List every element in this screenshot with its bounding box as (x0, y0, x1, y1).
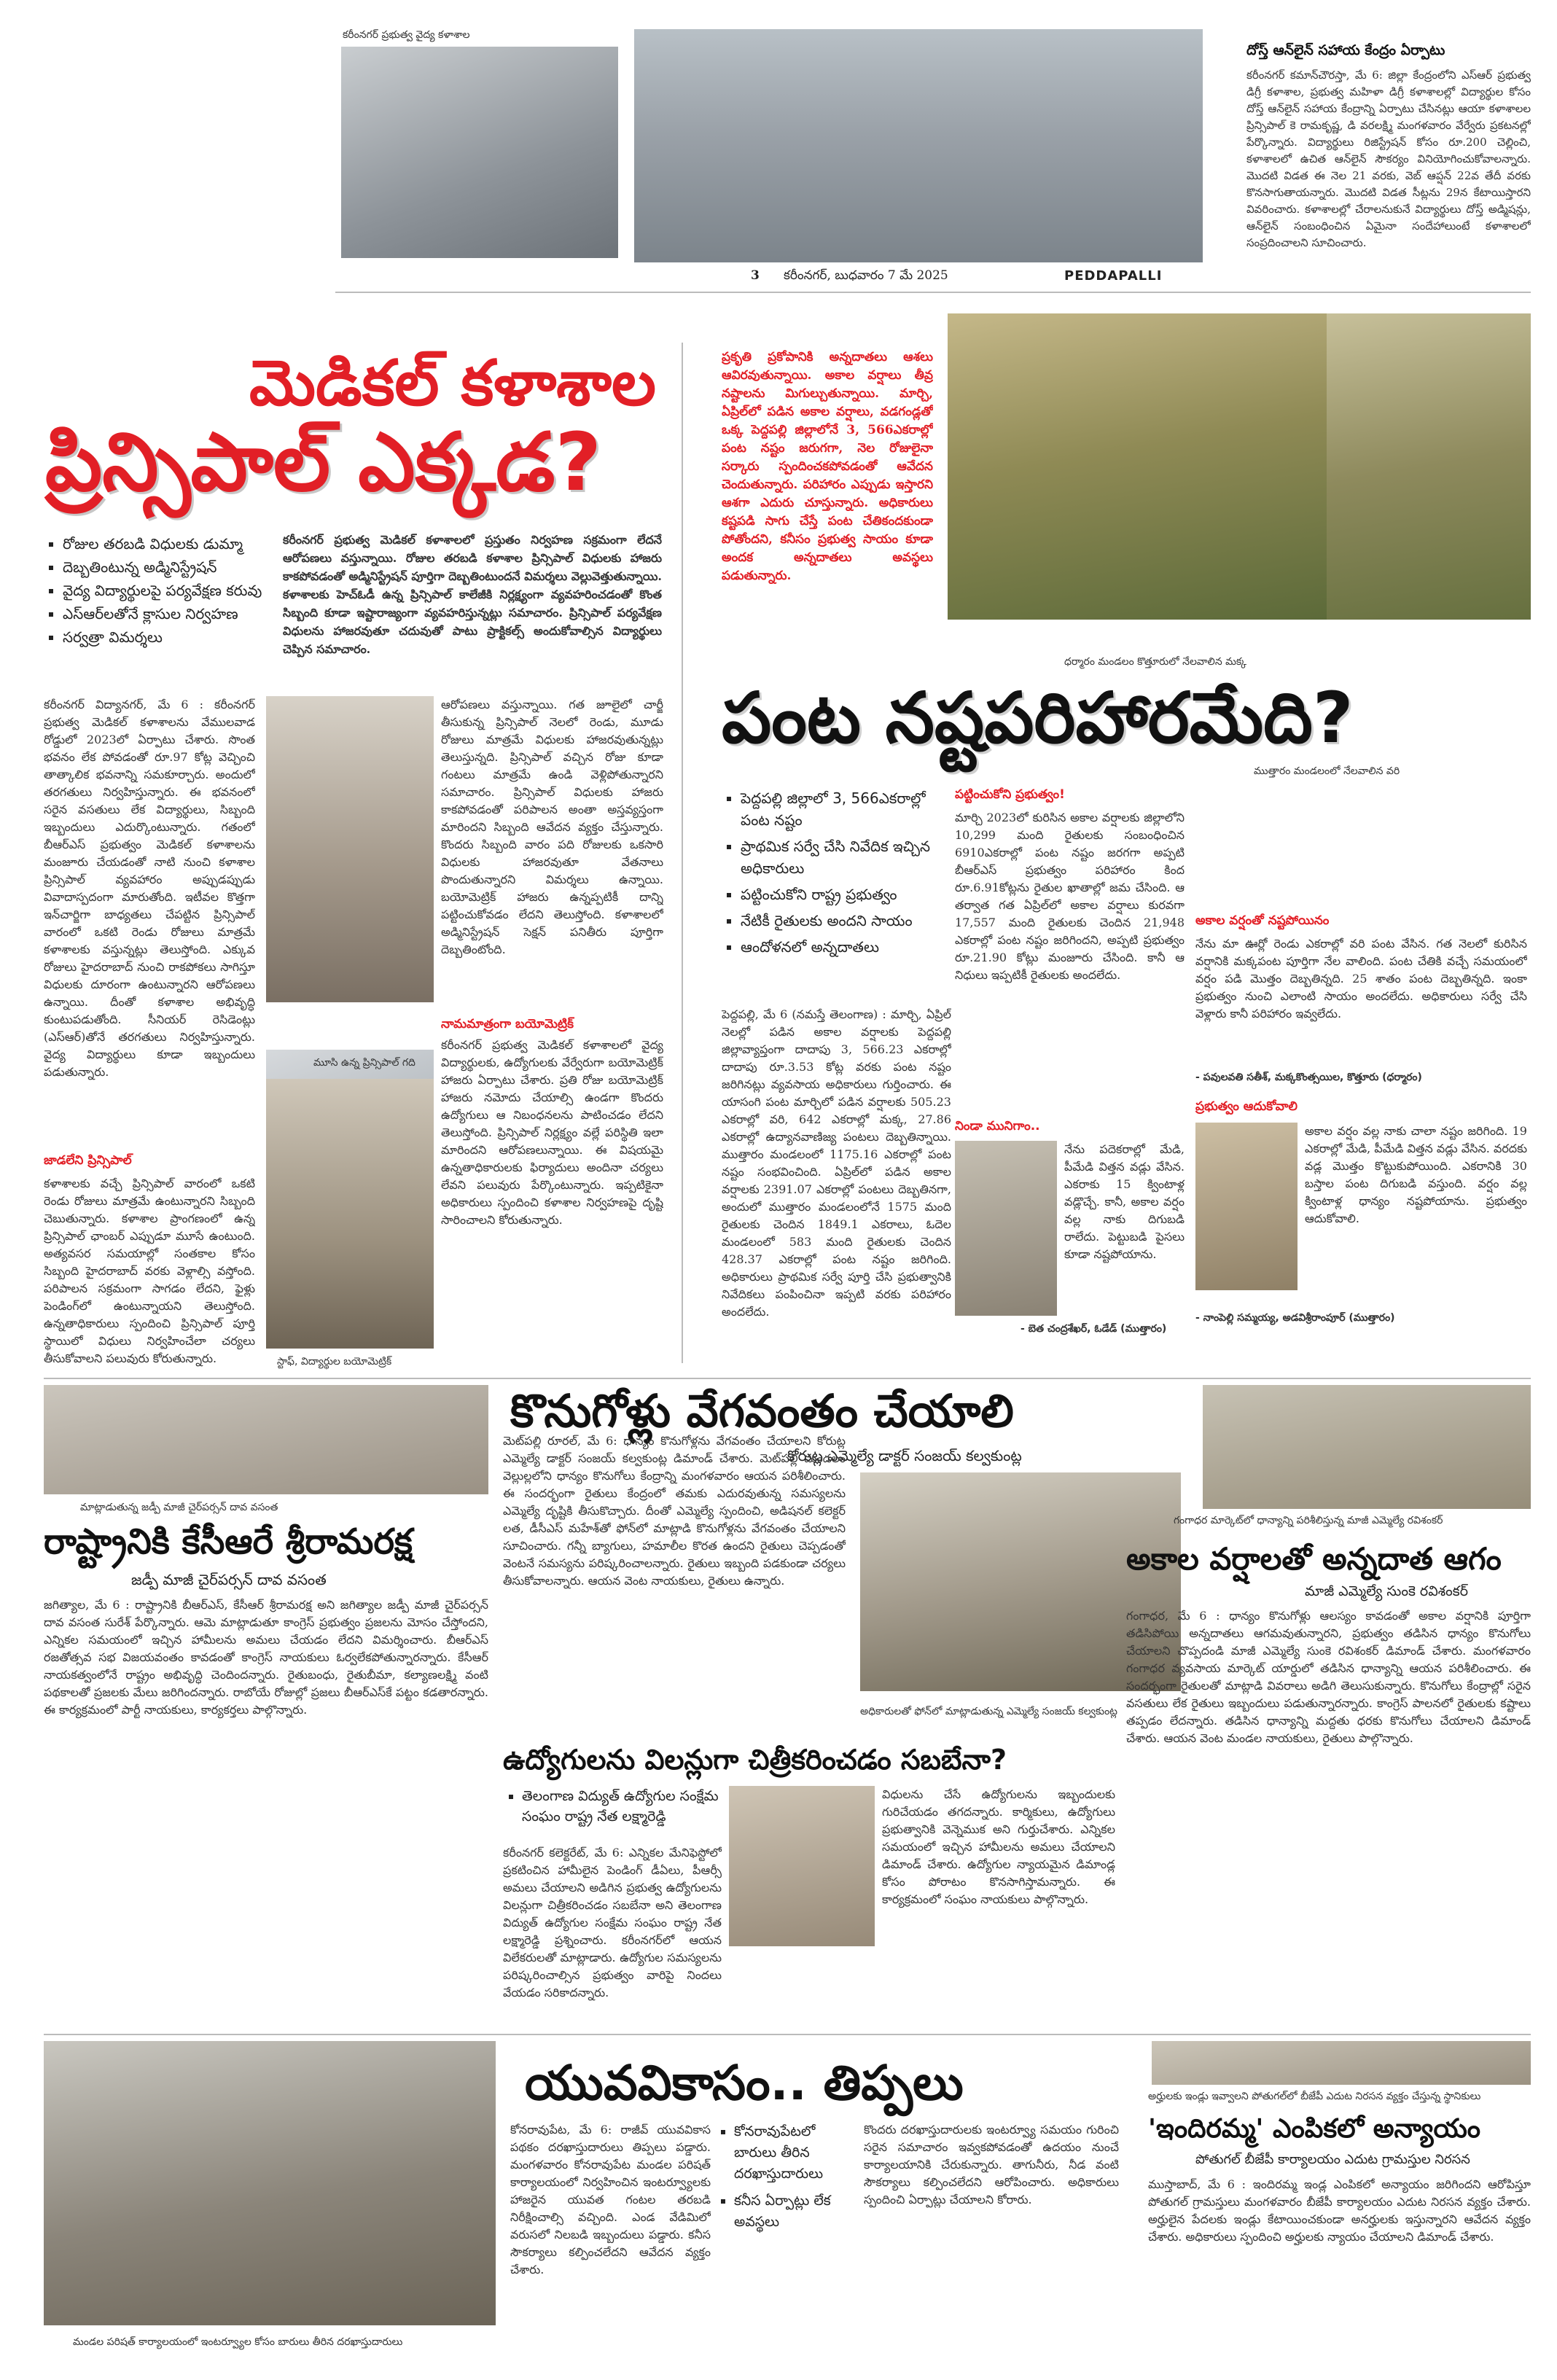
udyogulu-col1: కరీంనగర్ కలెక్టరేట్, మే 6: ఎన్నికల మేనిఫెస్టోలో ప్రకటించిన హామీలైన పెండింగ్ డీఏలు, పీఆర్సీ అమలు చేయాలని అడిగిన ప్రభుత్వ ఉద్యోగులను విలన్లుగా చిత్రీకరించడం సబబేనా అని తెలంగాణ విద్యుత్ ఉద్యోగుల సంక్షేమ సంఘం రాష్ట్ర నేత లక్ష్మారెడ్డి ప్రశ్నించారు. కరీంనగర్‌లో ఆయన విలేకరులతో మాట్లాడారు. ఉద్యోగుల సమస్యలను పరిష్కరించాల్సిన ప్రభుత్వం వారిపై నిందలు వేయడం సరికాదన్నారు. (503, 1846, 722, 1999)
akala-kicker: గంగాధర మార్కెట్‌లో ధాన్యాన్ని పరిశీలిస్తున్న మాజీ ఎమ్మెల్యే రవిశంకర్ (1174, 1515, 1443, 1526)
yuva-bullets (718, 2121, 860, 2233)
farmer-portrait-photo (1195, 1123, 1298, 1290)
crop-body: పెద్దపల్లి, మే 6 (నమస్తే తెలంగాణ) : మార్చి, ఏప్రిల్ నెలల్లో పడిన అకాల వర్షాలకు పెద్దపల్లి జిల్లావ్యాప్తంగా దాదాపు 3, 566.23 ఎకరాల్లో దాదాపు రూ.3.53 కోట్ల వరకు పంట నష్టం జరిగినట్లు వ్యవసాయ అధికారులు గుర్తించారు. ఈ యాసంగి పంట మార్చిలో పడిన వర్షాలకు 505.23 ఎకరాల్లో వరి, 642 ఎకరాల్లో మక్క, 27.86 ఎకరాల్లో ఉద్యానవాణిజ్య పంటలు దెబ్బతిన్నాయి. ముత్తారం మండలంలో 1175.16 ఎకరాల్లో పంట నష్టం సంభవించింది. ఏప్రిల్‌లో పడిన అకాల వర్షాలకు 2391.07 ఎకరాల్లో పంటలు దెబ్బతినగా, అందులో ముత్తారం మండలంలోనే 1575 మంది రైతులకు చెందిన 1849.1 ఎకరాలు, ఓదెల మండలంలో 583 మంది రైతులకు చెందిన 428.37 ఎకరాల్లో పంట నష్టం జరిగింది. అధికారులు ప్రాథమిక సర్వే పూర్తి చేసి ప్రభుత్వానికి నివేదికలు పంపించినా ఇప్పటి వరకు పరిహారం అందలేదు. (722, 1007, 951, 1319)
indiramma-deck: పోతుగల్ బీజేపీ కార్యాలయం ఎదుట గ్రామస్తుల నిరసన (1195, 2152, 1470, 2167)
medical-bullet: ▪ రోజుల తరబడి విధులకు డుమ్మా (63, 532, 277, 555)
medical-subhead-2: నామమాత్రంగా బయోమెట్రిక్ (441, 1017, 574, 1031)
udyogulu-bullet: ▪ తెలంగాణ విద్యుత్ ఉద్యోగుల సంక్షేమ సంఘం రాష్ట్ర నేత లక్ష్మారెడ్డి (522, 1786, 722, 1827)
page-number: 3 (751, 268, 760, 283)
crop-sky-credit: - పవులవతి సతీశ్, మక్కకొంత్సయిల, కొత్తూరు (ధర్మారం) (1195, 1072, 1422, 1083)
crop-headline: పంట నష్టపరిహారమేది? (722, 677, 1354, 759)
crop-subhead-nindu: నిండా మునిగాం.. (955, 1119, 1040, 1134)
maize-field-photo (948, 313, 1327, 620)
konugollu-headline: కొనుగోళ్లు వేగవంతం చేయాలి (510, 1384, 1014, 1437)
konugollu-caption: అధికారులతో ఫోన్‌లో మాట్లాడుతున్న ఎమ్మెల్యే సంజయ్ కల్వకుంట్ల (860, 1706, 1117, 1717)
udyogulu-portrait (729, 1786, 875, 1946)
crop-nindu-text: నేను పదెకరాల్లో మేడి, పీమేడి విత్తన వడ్లు వేసిన. ఎకరాకు 15 క్వింటాళ్ల వడ్లొచ్చే. కానీ, అకాల వర్షం వల్ల నాకు దిగుబడి రాలేదు. పెట్టుబడి పైసలు కూడా నష్టపోయాను. (1064, 1142, 1185, 1261)
principal-room-photo (266, 696, 434, 1002)
udyogulu-col2: విధులను చేసే ఉద్యోగులను ఇబ్బందులకు గురిచేయడం తగదన్నారు. కార్మికులు, ఉద్యోగులు ప్రభుత్వానికి వెన్నెముక అని గుర్తుచేశారు. ఎన్నికల సమయంలో ఇచ్చిన హామీలను అమలు చేయాలని డిమాండ్ చేశారు. ఉద్యోగుల న్యాయమైన డిమాండ్ల కోసం పోరాటం కొనసాగిస్తామన్నారు. ఈ కార్యక్రమంలో సంఘం నాయకులు పాల్గొన్నారు. (882, 1787, 1115, 1906)
medical-bullet: ▪ దెబ్బతింటున్న అడ్మినిస్ట్రేషన్ (63, 555, 277, 579)
yuva-caption: మండల పరిషత్ కార్యాలయంలో ఇంటర్వ్యూల కోసం బారులు తీరిన దరఖాస్తుదారులు (73, 2336, 403, 2348)
yuva-col3: కొందరు దరఖాస్తుదారులకు ఇంటర్వ్యూ సమయం గురించి సరైన సమాచారం ఇవ్వకపోవడంతో ఉదయం నుంచే కార్యాలయానికి చేరుకున్నారు. తాగునీరు, నీడ వంటి సౌకర్యాలు కల్పించలేదని ఆరోపించారు. అధికారులు స్పందించి ఏర్పాట్లు చేయాలని కోరారు. (864, 2123, 1119, 2207)
dost-body: కరీంనగర్ కమాన్‌చౌరస్తా, మే 6: జిల్లా కేంద్రంలోని ఎస్‌ఆర్ ప్రభుత్వ డిగ్రీ కళాశాల, ప్రభుత్వ మహిళా డిగ్రీ కళాశాలల్లో విద్యార్థుల కోసం దోస్త్ ఆన్‌లైన్ సహాయ కేంద్రాన్ని ఏర్పాటు చేసినట్లు ఆయా కళాశాలల ప్రిన్సిపాల్ కె రామకృష్ణ, డి వరలక్ష్మి మంగళవారం వేర్వేరు ప్రకటనల్లో పేర్కొన్నారు. విద్యార్థులు రిజిస్ట్రేషన్ కోసం రూ.200 చెల్లించి, కళాశాలలో ఉచిత ఆన్‌లైన్ సౌకర్యం వినియోగించుకోవాలన్నారు. మొదటి విడత ఈ నెల 21 వరకు, వెబ్ ఆప్షన్ 22వ తేదీ వరకు కొనసాగుతాయన్నారు. మొదటి విడత సీట్లను 29న కేటాయిస్తారని వివరించారు. కళాశాలల్లో చేరాలనుకునే విద్యార్థులు దోస్త్ అడ్మిషన్లు, ఆన్‌లైన్ సంబంధించిన ఏమైనా సందేహాలుంటే కళాశాలలో సంప్రదించాలని సూచించారు. (1246, 69, 1531, 249)
crop-subhead-gov: పట్టించుకోని ప్రభుత్వం! (955, 787, 1065, 802)
udyogulu-bullets (503, 1786, 722, 1827)
crop-photo-caption-right: ముత్తారం మండలంలో నేలవాలిన వరి (1254, 765, 1400, 777)
akala-headline: అకాల వర్షాలతో అన్నదాత ఆగం (1126, 1541, 1502, 1577)
yuva-col1: కోనరావుపేట, మే 6: రాజీవ్ యువవికాస పథకం దరఖాస్తుదారులు తిప్పలు పడ్డారు. మంగళవారం కోనరావుపేట మండల పరిషత్ కార్యాలయంలో నిర్వహించిన ఇంటర్వ్యూలకు హాజరైన యువత గంటల తరబడి నిరీక్షించాల్సి వచ్చింది. ఎండ వేడిమిలో వరుసలో నిలబడి ఇబ్బందులు పడ్డారు. కనీస సౌకర్యాలు కల్పించలేదని ఆవేదన వ్యక్తం చేశారు. (510, 2123, 711, 2276)
medical-college-building-photo (341, 47, 618, 258)
yuva-bullet: ▪ కోనరావుపేటలో బారులు తీరిన దరఖాస్తుదారులు (734, 2121, 860, 2185)
medical-bullet: ▪ సర్వత్రా విమర్శలు (63, 625, 277, 649)
farmer-photo (1327, 313, 1531, 620)
medical-col1: కరీంనగర్ విద్యానగర్, మే 6 : కరీంనగర్ ప్రభుత్వ మెడికల్ కళాశాలను వేములవాడ రోడ్డులో 2023లో ఏర్పాటు చేశారు. సొంత భవనం లేక పోవడంతో రూ.97 కోట్ల వెచ్చించి తాత్కాలిక భవనాన్ని సమకూర్చారు. అందులో తరగతులు నిర్వహిస్తున్నారు. ఈ భవనంలో సరైన వసతులు లేక విద్యార్థులు, సిబ్బంది ఇబ్బందులు ఎదుర్కొంటున్నారు. గతంలో బీఆర్‌ఎస్ ప్రభుత్వం మెడికల్ కళాశాలను మంజూరు చేయడంతో నాటి నుంచి కళాశాల ప్రిన్సిపాల్ వ్యవహారం అప్పుడప్పుడు వివాదాస్పదంగా మారుతోంది. ఇటీవల కొత్తగా ఇన్‌చార్జిగా బాధ్యతలు చేపట్టిన ప్రిన్సిపాల్ వారంలో ఒకటి రెండు రోజులు మాత్రమే కళాశాలకు వస్తున్నట్లు తెలుస్తోంది. ఎక్కువ రోజులు హైదరాబాద్ నుంచి రాకపోకలు సాగిస్తూ విధులకు దూరంగా ఉంటున్నారని ఆరోపణలు ఉన్నాయి. దీంతో కళాశాల అభివృద్ధి కుంటుపడుతోంది. సీనియర్ రెసిడెంట్లు (ఎస్‌ఆర్)తోనే తరగతులు నిర్వహిస్తున్నారు. వైద్య విద్యార్థులు కూడా ఇబ్బందులు పడుతున్నారు. (44, 698, 255, 1079)
akala-deck: మాజీ ఎమ్మెల్యే సుంకె రవిశంకర్ (1305, 1583, 1468, 1599)
medical-bullets (44, 532, 277, 649)
konugollu-body: మెట్‌పల్లి రూరల్, మే 6: ధాన్యం కొనుగోళ్లను వేగవంతం చేయాలని కోరుట్ల ఎమ్మెల్యే డాక్టర్ సంజయ్ కల్వకుంట్ల డిమాండ్ చేశారు. మెట్‌పల్లి మండలం వెల్లుల్లలోని ధాన్యం కొనుగోలు కేంద్రాన్ని మంగళవారం ఆయన పరిశీలించారు. ఈ సందర్భంగా రైతులు కేంద్రంలో తమకు ఎదురవుతున్న సమస్యలను ఎమ్మెల్యే దృష్టికి తీసుకొచ్చారు. దీంతో ఎమ్మెల్యే స్పందించి, అడిషనల్ కలెక్టర్ లత, డీసీఎస్ మహేశ్‌తో ఫోన్‌లో మాట్లాడి కొనుగోళ్లను వేగవంతం చేయాలని సూచించారు. గన్నీ బ్యాగులు, హమాలీల కొరత ఉందని రైతులు చెప్పడంతో వెంటనే సమస్యను పరిష్కరించాలన్నారు. రైతులు ఇబ్బంది పడకుండా చర్యలు తీసుకోవాలన్నారు. ఆయన వెంట నాయకులు, రైతులు ఉన్నారు. (503, 1434, 846, 1588)
medical-bullet: ▪ వైద్య విద్యార్థులపై పర్యవేక్షణ కరువు (63, 579, 277, 602)
farmer-portrait-photo-2 (955, 1141, 1057, 1316)
medical-col2b: కరీంనగర్ ప్రభుత్వ మెడికల్ కళాశాలలో వైద్య విద్యార్థులకు, ఉద్యోగులకు వేర్వేరుగా బయోమెట్రిక్ హాజరు ఏర్పాటు చేశారు. ప్రతి రోజు బయోమెట్రిక్ హాజరు నమోదు చేయాల్సి ఉండగా కొందరు ఉద్యోగులు ఆ నిబంధనలను పాటించడం లేదని తెలుస్తోంది. ప్రిన్సిపాల్ నిర్లక్ష్యం వల్లే పరిస్థితి ఇలా మారిందని ఆరోపణలున్నాయి. ఈ విషయమై ఉన్నతాధికారులకు ఫిర్యాదులు అందినా చర్యలు లేవని పలువురు పేర్కొంటున్నారు. ఇప్పటికైనా అధికారులు స్పందించి కళాశాల నిర్వహణపై దృష్టి సారించాలని కోరుతున్నారు. (441, 1038, 663, 1227)
medical-headline-line2: ప్రిన్సిపాల్ ఎక్కడ? (45, 415, 602, 509)
photo-kicker-medical: కరీంనగర్ ప్రభుత్వ వైద్య కళాశాల (343, 29, 470, 41)
top-divider (335, 292, 1531, 293)
kcr-kicker: మాట్లాడుతున్న జడ్పీ మాజీ చైర్‌పర్సన్ దావ వసంత (80, 1502, 278, 1513)
crop-sky-text: నేను మా ఊర్లో రెండు ఎకరాల్లో వరి పంట వేసిన. గత నెలలో కురిసిన వర్షానికి మక్కపంట పూర్తిగా నేల వాలింది. పంట చేతికి వచ్చే సమయంలో వర్షం పడి మొత్తం దెబ్బతిన్నది. 25 శాతం పంట దెబ్బతిన్నది. ఇంకా ప్రభుత్వం నుంచి ఎలాంటి సాయం అందలేదు. అధికారులు సర్వే చేసి వెళ్లారు కానీ పరిహారం ఇవ్వలేదు. (1195, 937, 1527, 1021)
kcr-photo (44, 1385, 488, 1494)
yuva-bullet: ▪ కనీస ఏర్పాట్లు లేక అవస్థలు (734, 2190, 860, 2233)
biometric-photo (266, 1079, 434, 1349)
medical-college-exterior-photo (634, 29, 1203, 262)
crop-bullet: ▪ నేటికీ రైతులకు అందని సాయం (741, 910, 955, 932)
crop-bullet: ▪ ప్రాథమిక సర్వే చేసి నివేదిక ఇచ్చిన అధికారులు (741, 835, 955, 879)
medical-col2: ఆరోపణలు వస్తున్నాయి. గత జూలైలో చార్జీ తీసుకున్న ప్రిన్సిపాల్ నెలలో రెండు, మూడు రోజులు మాత్రమే విధులకు హాజరవుతున్నట్లు తెలుస్తున్నది. ప్రిన్సిపాల్ వచ్చిన రోజు కూడా గంటలు మాత్రమే ఉండి వెళ్లిపోతున్నారని సమాచారం. ప్రిన్సిపాల్ విధులకు హాజరు కాకపోవడంతో పరిపాలన అంతా అస్తవ్యస్తంగా మారిందని సిబ్బంది ఆవేదన వ్యక్తం చేస్తున్నారు. కొందరు సిబ్బంది వారం పది రోజులకు ఒకసారి విధులకు హాజరవుతూ వేతనాలు పొందుతున్నారని విమర్శలు ఉన్నాయి. బయోమెట్రిక్ హాజరు ఉన్నప్పటికీ దాన్ని పట్టించుకోవడం లేదని తెలుస్తోంది. కళాశాలలో అడ్మినిస్ట్రేషన్ సెక్షన్ పనితీరు పూర్తిగా దెబ్బతింటోంది. (441, 698, 663, 956)
crop-subhead-support: ప్రభుత్వం ఆదుకోవాలి (1195, 1099, 1298, 1114)
medical-headline-line1: మెడికల్ కళాశాల (249, 347, 656, 420)
indiramma-body: ముస్తాబాద్, మే 6 : ఇందిరమ్మ ఇండ్ల ఎంపికలో అన్యాయం జరిగిందని ఆరోపిస్తూ పోతుగల్ గ్రామస్తులు మంగళవారం బీజేపీ కార్యాలయం ఎదుట నిరసన వ్యక్తం చేశారు. అర్హులైన పేదలకు ఇండ్లు కేటాయించకుండా అనర్హులకు ఇస్తున్నారని ఆవేదన వ్యక్తం చేశారు. అధికారులు స్పందించి అర్హులకు న్యాయం చేయాలని డిమాండ్ చేశారు. (1148, 2177, 1531, 2244)
crop-bullet: ▪ ఆందోళనలో అన్నదాతలు (741, 936, 955, 958)
crop-subhead-sky: అకాల వర్షంతో నష్టపోయినం (1195, 913, 1330, 928)
dateline: కరీంనగర్, బుధవారం 7 మే 2025 (784, 268, 948, 283)
kcr-headline: రాష్ట్రానికి కేసీఆరే శ్రీరామరక్ష (44, 1521, 413, 1562)
crop-gov-text: మార్చి 2023లో కురిసిన అకాల వర్షాలకు జిల్లాలోని 10,299 మంది రైతులకు సంబంధించిన 6910ఎకరాల్లో పంట నష్టం జరగగా అప్పటి బీఆర్‌ఎస్ ప్రభుత్వం పరిహారం కింద రూ.6.91కోట్లను రైతుల ఖాతాల్లో జమ చేసింది. ఆ తర్వాత గత ఏప్రిల్‌లో అకాల వర్షాలు కురవగా 17,557 మంది రైతులకు చెందిన 21,948 ఎకరాల్లో పంట నష్టం జరిగిందని, అప్పటి ప్రభుత్వం రూ.21.90 కోట్లు మంజూరు చేసింది. కానీ ఆ నిధులు ఇప్పటికీ రైతులకు అందలేదు. (955, 811, 1185, 982)
crop-support-text: అకాల వర్షం వల్ల నాకు చాలా నష్టం జరిగింది. 19 ఎకరాల్లో మేడి, పీమేడి విత్తన వడ్లు వేసిన. వరదకు వడ్ల మొత్తం కొట్టుకుపోయింది. ఎకరానికి 30 బస్తాల పంట దిగుబడి వస్తుంది. వర్షం వల్ల క్వింటాళ్ల ధాన్యం నష్టపోయాను. ప్రభుత్వం ఆదుకోవాలి. (1305, 1124, 1527, 1225)
crop-nindu-credit: - బెత చంద్రశేఖర్, ఓడేడ్ (ముత్తారం) (1021, 1323, 1167, 1335)
crop-bullet: ▪ పెద్దపల్లి జిల్లాలో 3, 566ఎకరాల్లో పంట నష్టం (741, 787, 955, 831)
kcr-deck: జడ్పీ మాజీ చైర్‌పర్సన్ దావ వసంత (131, 1571, 327, 1588)
yuva-photo (44, 2041, 496, 2325)
crop-red-intro: ప్రకృతి ప్రకోపానికి అన్నదాతలు ఆశలు ఆవిరవుతున్నాయి. అకాల వర్షాలు తీవ్ర నష్టాలను మిగుల్చుతున్నాయి. మార్చి, ఏప్రిల్‌లో పడిన అకాల వర్షాలు, వడగండ్లతో ఒక్క పెద్దపల్లి జిల్లాలోనే 3, 566ఎకరాల్లో పంట నష్టం జరుగగా, నెల రోజులైనా సర్కారు స్పందించకపోవడంతో ఆవేదన చెందుతున్నారు. పరిహారం ఎప్పుడు ఇస్తారని ఆశగా ఎదురు చూస్తున్నారు. అధికారులు కష్టపడి సాగు చేస్తే పంట చేతికందకుండా పోతోందని, కనీసం ప్రభుత్వ సాయం కూడా అందక అన్నదాతలు అవస్థలు పడుతున్నారు. (722, 350, 933, 583)
indiramma-headline: 'ఇందిరమ్మ' ఎంపికలో అన్యాయం (1148, 2114, 1480, 2144)
crop-support-credit: - నాంపెల్లి సమ్మయ్య, అడవిశ్రీరాంపూర్ (ముత్తారం) (1195, 1312, 1395, 1324)
edition-name: PEDDAPALLI (1064, 268, 1163, 284)
indiramma-kicker: అర్హులకు ఇండ్లు ఇవ్వాలని పోతుగల్‌లో బీజేపీ ఎదుట నిరసన వ్యక్తం చేస్తున్న స్థానికులు (1148, 2091, 1481, 2102)
crop-photo-kicker: ధర్మారం మండలం కొత్తూరులో నేలవాలిన మక్క (1064, 656, 1246, 668)
crop-bullet: ▪ పట్టించుకోని రాష్ట్ర ప్రభుత్వం (741, 883, 955, 905)
indiramma-photo (1152, 2041, 1531, 2085)
yuva-headline: యువవికాసం.. తిప్పలు (525, 2055, 964, 2111)
column-divider (682, 343, 683, 1363)
bottom-divider (44, 2034, 1531, 2035)
dost-title: దోస్త్ ఆన్‌లైన్ సహాయ కేంద్రం ఏర్పాటు (1246, 42, 1445, 58)
medical-subhead-1: జాడలేని ప్రిన్సిపాల్ (44, 1153, 132, 1168)
kcr-body: జగిత్యాల, మే 6 : రాష్ట్రానికి బీఆర్‌ఎస్, కేసీఆర్ శ్రీరామరక్ష అని జగిత్యాల జడ్పీ మాజీ చైర్‌పర్సన్ దావ వసంత సురేశ్ పేర్కొన్నారు. ఆమె మాట్లాడుతూ కాంగ్రెస్ ప్రభుత్వం ప్రజలను మోసం చేస్తోందని, ఎన్నికల సమయంలో ఇచ్చిన హామీలను అమలు చేయడం లేదని విమర్శించారు. బీఆర్‌ఎస్ రజతోత్సవ సభ విజయవంతం కావడంతో కాంగ్రెస్ నాయకులు ఓర్వలేకపోతున్నారన్నారు. కేసీఆర్ నాయకత్వంలోనే రాష్ట్రం అభివృద్ధి చెందిందన్నారు. రైతుబంధు, రైతుబీమా, కల్యాణలక్ష్మి వంటి పథకాలతో ప్రజలకు మేలు జరిగిందన్నారు. రాబోయే రోజుల్లో ప్రజలు బీఆర్‌ఎస్‌కే పట్టం కడతారన్నారు. ఈ కార్యక్రమంలో పార్టీ నాయకులు, కార్యకర్తలు పాల్గొన్నారు. (44, 1598, 488, 1717)
udyogulu-headline: ఉద్యోగులను విలన్లుగా చిత్రీకరించడం సబబేనా? (503, 1744, 1007, 1776)
medical-bullet: ▪ ఎస్‌ఆర్‌లతోనే క్లాసుల నిర్వహణ (63, 602, 277, 625)
medical-col1b: కళాశాలకు వచ్చే ప్రిన్సిపాల్ వారంలో ఒకటి రెండు రోజులు మాత్రమే ఉంటున్నారని సిబ్బంది చెబుతున్నారు. కళాశాల ప్రాంగణంలో ఉన్న ప్రిన్సిపాల్ ఛాంబర్ ఎప్పుడూ మూసే ఉంటుంది. అత్యవసర సమయాల్లో సంతకాల కోసం సిబ్బంది హైదరాబాద్ వరకు వెళ్లాల్సి వస్తోంది. పరిపాలన సక్రమంగా సాగడం లేదని, ఫైళ్లు పెండింగ్‌లో ఉంటున్నాయని తెలుస్తోంది. ఉన్నతాధికారులు స్పందించి ప్రిన్సిపాల్ పూర్తి స్థాయిలో విధులు నిర్వహించేలా చర్యలు తీసుకోవాలని పలువురు కోరుతున్నారు. (44, 1177, 255, 1365)
akala-body: గంగాధర, మే 6 : ధాన్యం కొనుగోళ్లు ఆలస్యం కావడంతో అకాల వర్షానికి పూర్తిగా తడిసిపోయి అన్నదాతలు ఆగమవుతున్నారని, ప్రభుత్వం తడిసిన ధాన్యం కొనుగోలు చేయాలని చొప్పదండి మాజీ ఎమ్మెల్యే సుంకె రవిశంకర్ డిమాండ్ చేశారు. మంగళవారం గంగాధర వ్యవసాయ మార్కెట్ యార్డులో తడిసిన ధాన్యాన్ని ఆయన పరిశీలించారు. ఈ సందర్భంగా రైతులతో మాట్లాడి వివరాలు అడిగి తెలుసుకున్నారు. కొనుగోలు కేంద్రాల్లో సరైన వసతులు లేక రైతులు ఇబ్బందులు పడుతున్నారన్నారు. కాంగ్రెస్ పాలనలో రైతులకు కష్టాలు తప్పడం లేదన్నారు. తడిసిన ధాన్యాన్ని మద్దతు ధరకు కొనుగోలు చేయాలని డిమాండ్ చేశారు. ఆయన వెంట మండల నాయకులు, రైతులు పాల్గొన్నారు. (1126, 1609, 1531, 1745)
akala-photo (1203, 1385, 1531, 1509)
mid-divider (44, 1378, 1531, 1379)
crop-bullets (722, 787, 955, 962)
caption-principal-room: మూసి ఉన్న ప్రిన్సిపాల్ గది (313, 1057, 415, 1069)
konugollu-deck: కోరుట్ల ఎమ్మెల్యే డాక్టర్ సంజయ్ కల్వకుంట్ల (787, 1447, 1022, 1464)
medical-intro: కరీంనగర్ ప్రభుత్వ మెడికల్ కళాశాలలో ప్రస్తుతం నిర్వహణ సక్రమంగా లేదనే ఆరోపణలు వస్తున్నాయి. రోజుల తరబడి కళాశాల ప్రిన్సిపాల్ విధులకు హాజరు కాకపోవడంతో అడ్మినిస్ట్రేషన్ పూర్తిగా దెబ్బతింటుందనే విమర్శలు వెల్లువెత్తుతున్నాయి. కళాశాలకు హెచ్‌ఓడీ ఉన్న ప్రిన్సిపాల్ కాలేజీకి నిర్లక్ష్యంగా వ్యవహరించడంతో కొంత సిబ్బంది కూడా ఇష్టారాజ్యంగా వ్యవహరిస్తున్నట్లు సమాచారం. ప్రిన్సిపాల్ పర్యవేక్షణ విధులను హాజరవుతూ చదువుతో పాటు ప్రాక్టికల్స్ అందుకోవాల్సిన విద్యార్థులు చెప్పిన సమాచారం. (283, 533, 662, 656)
caption-biometric: స్టాఫ్, విద్యార్థుల బయోమెట్రిక్ (277, 1356, 392, 1367)
